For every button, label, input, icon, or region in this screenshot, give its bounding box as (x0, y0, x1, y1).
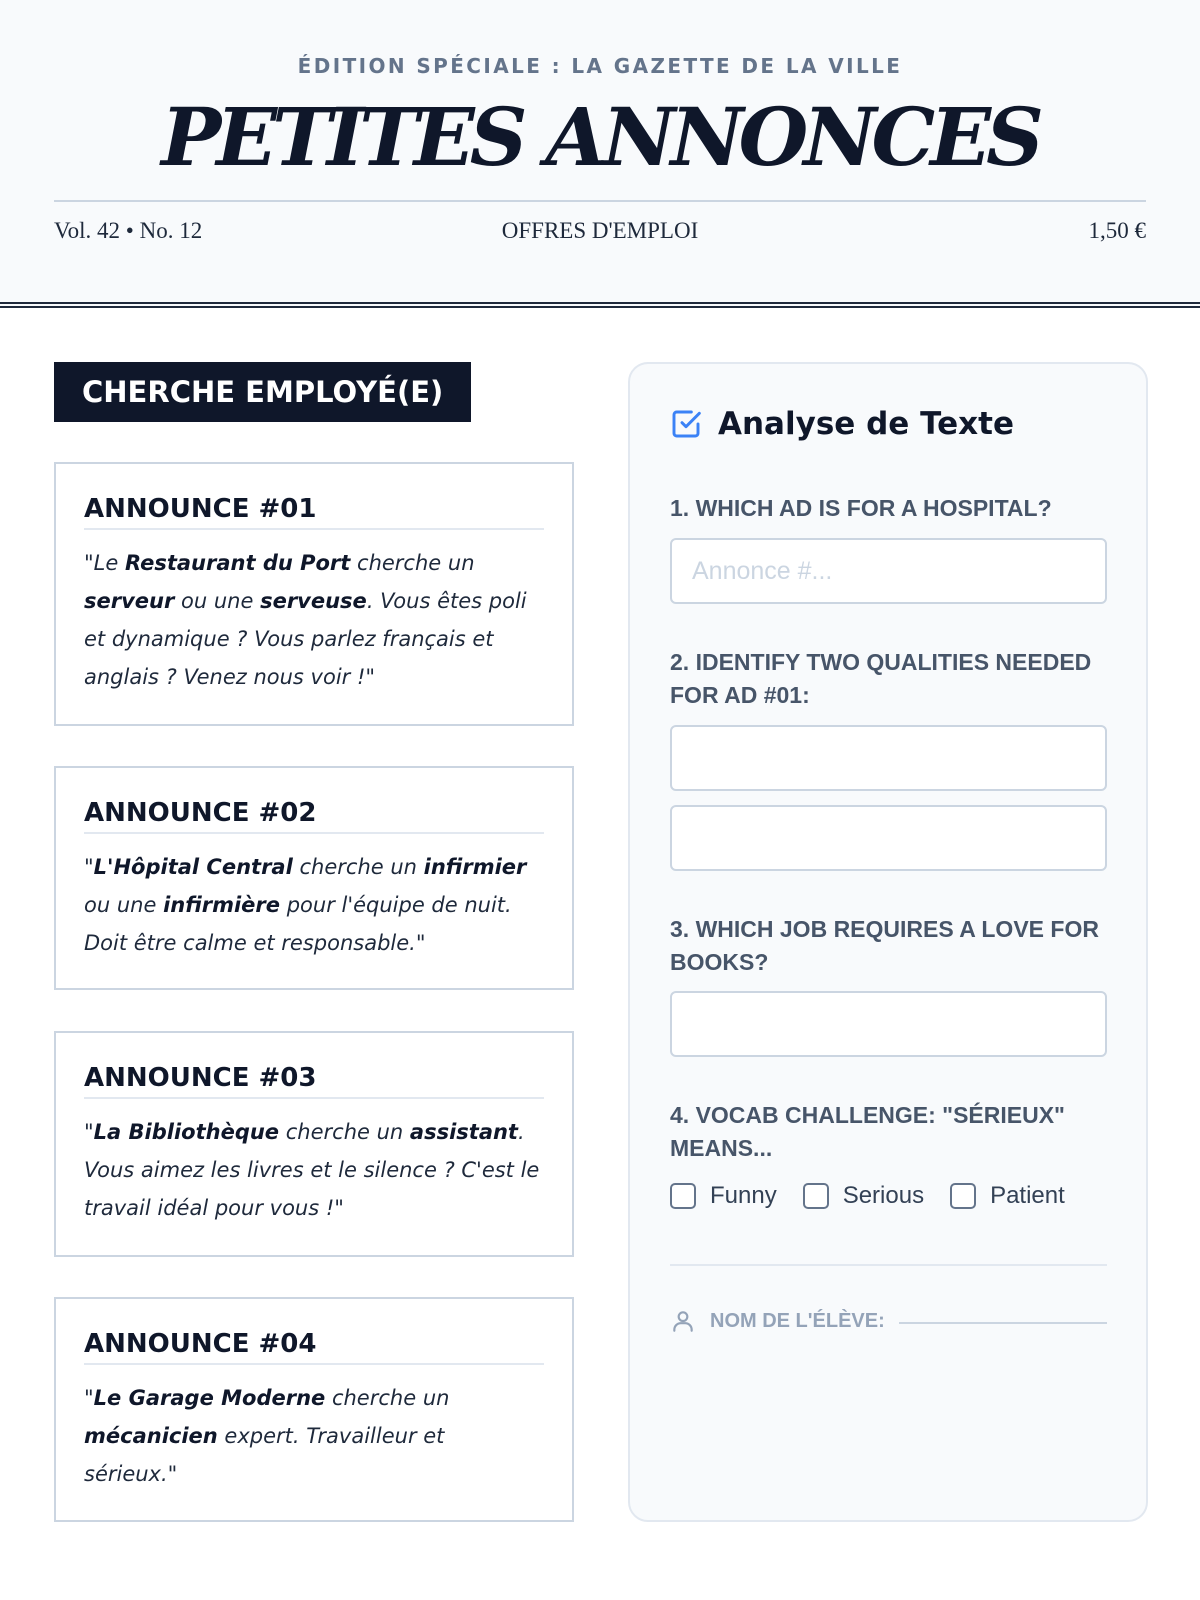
option-serious[interactable] (803, 1182, 924, 1210)
question-3: 3. WHICH JOB REQUIRES A LOVE FOR BOOKS? (670, 916, 1099, 975)
answer-3-input[interactable] (670, 991, 1107, 1057)
option-patient[interactable] (950, 1182, 1065, 1210)
section-tag: CHERCHE EMPLOYÉ(E) (54, 362, 471, 422)
newspaper-title: PETITES ANNONCES (161, 90, 1039, 184)
question-4: 4. VOCAB CHALLENGE: "SÉRIEUX" MEANS... (670, 1102, 1065, 1161)
volume-number: Vol. 42 • No. 12 (54, 218, 203, 243)
answer-2b-input[interactable] (670, 805, 1107, 871)
analysis-panel (628, 362, 1148, 1522)
section-name: OFFRES D'EMPLOI (501, 218, 699, 243)
option-checkbox[interactable] (803, 1183, 829, 1209)
masthead (0, 0, 1200, 308)
panel-title (670, 406, 1014, 442)
vocab-options (670, 1182, 1091, 1210)
ad-heading: ANNOUNCE #01 (84, 494, 544, 530)
panel-title-text: Analyse de Texte (718, 406, 1014, 442)
ad-card-04 (54, 1297, 574, 1522)
option-label: Patient (990, 1182, 1065, 1209)
ad-text: "Le Garage Moderne cherche un mécanicien expert. Travailleur et sérieux." (84, 1386, 450, 1486)
checkbox-icon (670, 408, 702, 440)
ad-heading: ANNOUNCE #03 (84, 1063, 544, 1099)
option-checkbox[interactable] (950, 1183, 976, 1209)
ad-text: "L'Hôpital Central cherche un infirmier ou une infirmière pour l'équipe de nuit. Doit être calme et responsable." (84, 855, 527, 955)
student-name-label: NOM DE L'ÉLÈVE: (710, 1309, 885, 1332)
ad-heading: ANNOUNCE #02 (84, 798, 544, 834)
ad-card-01 (54, 462, 574, 726)
price: 1,50 € (1088, 218, 1146, 243)
option-label: Serious (842, 1182, 925, 1209)
question-2: 2. IDENTIFY TWO QUALITIES NEEDED FOR AD #01: (670, 649, 1092, 708)
panel-divider (670, 1264, 1107, 1266)
ad-text: "Le Restaurant du Port cherche un serveur ou une serveuse. Vous êtes poli et dynamique ? Vous parlez français et anglais ? Venez nous voir !" (84, 551, 527, 689)
option-label: Funny (710, 1182, 777, 1209)
answer-2a-input[interactable] (670, 725, 1107, 791)
option-checkbox[interactable] (670, 1183, 696, 1209)
double-rule-divider (0, 302, 1200, 308)
option-funny[interactable] (670, 1182, 777, 1210)
student-name-row (670, 1308, 1107, 1334)
user-icon (670, 1308, 696, 1334)
ad-card-03 (54, 1031, 574, 1257)
answer-1-input[interactable] (670, 538, 1107, 604)
masthead-rule (54, 200, 1146, 202)
ad-card-02 (54, 766, 574, 990)
student-name-line[interactable] (899, 1322, 1107, 1324)
ad-text: "La Bibliothèque cherche un assistant. Vous aimez les livres et le silence ? C'est le travail idéal pour vous !" (84, 1120, 540, 1220)
question-1: 1. WHICH AD IS FOR A HOSPITAL? (670, 495, 1052, 521)
edition-line: ÉDITION SPÉCIALE : LA GAZETTE DE LA VILLE (297, 54, 903, 78)
ad-heading: ANNOUNCE #04 (84, 1329, 544, 1365)
